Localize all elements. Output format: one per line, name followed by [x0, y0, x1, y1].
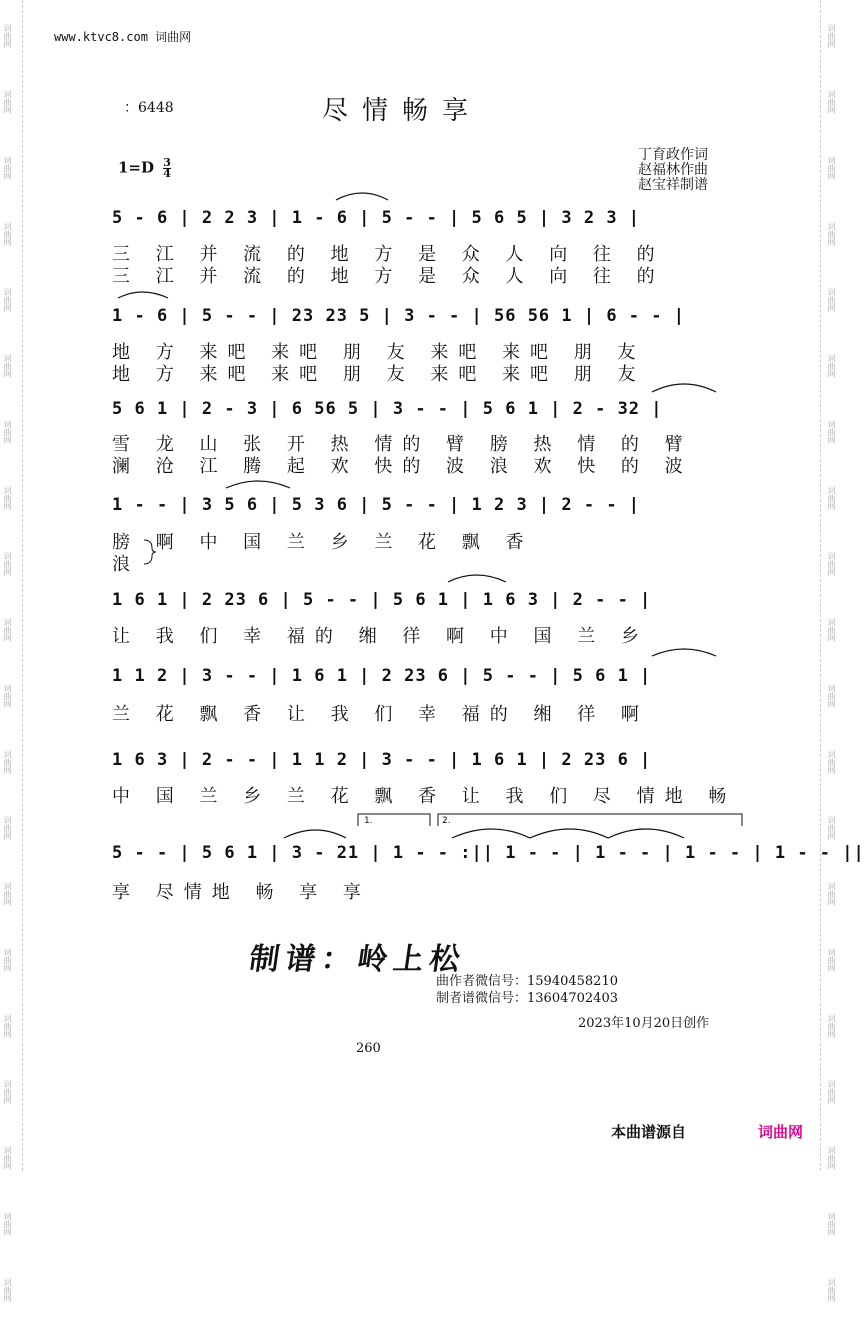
side-watermark: 词曲网: [3, 486, 12, 510]
lyric-line: 享 尽情地 畅 享 享: [112, 882, 371, 903]
slur: [226, 481, 290, 488]
notation-row: 5 6 1 | 2 - 3 | 6 56 5 | 3 - - | 5 6 1 | 2 - 32 |: [112, 399, 663, 419]
side-watermark: 词曲网: [827, 1014, 836, 1038]
side-watermark: 词曲网: [827, 1080, 836, 1104]
side-watermark: 词曲网: [827, 684, 836, 708]
slur: [336, 193, 388, 200]
contact-block: [436, 973, 618, 1007]
side-watermark: 词曲网: [3, 156, 12, 180]
side-watermark: 词曲网: [827, 90, 836, 114]
slur: [284, 830, 346, 838]
lyric-line: 浪: [112, 554, 140, 575]
notation-row: 1 - - | 3 5 6 | 5 3 6 | 5 - - | 1 2 3 | 2 - - |: [112, 495, 641, 515]
composer: 赵福林作曲: [638, 162, 708, 178]
notation-row: 1 6 1 | 2 23 6 | 5 - - | 5 6 1 | 1 6 3 | 2 - - |: [112, 590, 652, 610]
lyric-line: 兰 花 飘 香 让 我 们 幸 福的 缃 徉 啊: [112, 704, 649, 725]
side-watermark: 词曲网: [827, 24, 836, 48]
site-name[interactable]: 词曲网: [155, 30, 192, 44]
footer-source: 本曲谱源自: [611, 1123, 687, 1141]
lyric-line: 膀 啊 中 国 兰 乡 兰 花 飘 香: [112, 532, 534, 553]
key-label: 1=D: [118, 158, 155, 177]
lyric-line: 中 国 兰 乡 兰 花 飘 香 让 我 们 尽 情地 畅: [112, 786, 737, 807]
side-watermark: 词曲网: [827, 420, 836, 444]
side-watermark: 词曲网: [3, 288, 12, 312]
volta-second: 2.: [442, 816, 451, 826]
volta-bracket-first: [358, 814, 430, 826]
lyricist: 丁育政作词: [638, 147, 708, 163]
notation-row: 1 - 6 | 5 - - | 23 23 5 | 3 - - | 56 56 1 | 6 - - |: [112, 306, 685, 326]
creation-date: 2023年10月20日创作: [578, 1016, 710, 1031]
side-watermark: 词曲网: [827, 948, 836, 972]
lyric-line: 地 方 来吧 来吧 朋 友 来吧 来吧 朋 友: [112, 342, 646, 363]
notation-row: 5 - - | 5 6 1 | 3 - 21 | 1 - - :|| 1 - - | 1 - - | 1 - - | 1 - - ||: [112, 843, 865, 863]
slur: [448, 575, 506, 582]
lyric-line: 三 江 并 流 的 地 方 是 众 人 向 往 的: [112, 266, 665, 287]
side-watermark: 词曲网: [3, 1080, 12, 1104]
side-watermark: 词曲网: [827, 288, 836, 312]
lyric-line: 三 江 并 流 的 地 方 是 众 人 向 往 的: [112, 244, 665, 265]
lyric-line: 雪 龙 山 张 开 热 情的 臂 膀 热 情 的 臂: [112, 434, 693, 455]
side-watermark: 词曲网: [827, 354, 836, 378]
time-bottom: 4: [163, 167, 171, 180]
side-watermark: 词曲网: [827, 1278, 836, 1302]
side-watermark: 词曲网: [827, 1146, 836, 1170]
side-watermark: 词曲网: [3, 684, 12, 708]
side-watermark: 词曲网: [3, 1014, 12, 1038]
page-title: 尽情畅享: [322, 96, 483, 126]
arranger: 赵宝祥制谱: [638, 177, 708, 193]
side-watermark: 词曲网: [3, 90, 12, 114]
volta-first: 1.: [364, 816, 373, 826]
notation-row: 1 1 2 | 3 - - | 1 6 1 | 2 23 6 | 5 - - | 5 6 1 |: [112, 666, 652, 686]
side-watermark: 词曲网: [3, 882, 12, 906]
side-watermark: 词曲网: [827, 618, 836, 642]
arranger-signature: 制谱：岭上松: [247, 942, 468, 977]
side-watermark: 词曲网: [3, 1212, 12, 1236]
slur: [652, 384, 716, 392]
side-watermark: 词曲网: [3, 222, 12, 246]
verse-brace: [144, 540, 156, 564]
side-watermark: 词曲网: [827, 222, 836, 246]
time-top: 3: [163, 156, 171, 169]
side-watermark: 词曲网: [827, 882, 836, 906]
page-number: 260: [356, 1041, 381, 1056]
side-watermark: 词曲网: [827, 486, 836, 510]
side-watermark: 词曲网: [3, 1278, 12, 1302]
lyric-line: 让 我 们 幸 福的 缃 徉 啊 中 国 兰 乡: [112, 626, 649, 647]
side-watermark: 词曲网: [3, 816, 12, 840]
volta-bracket-second: [438, 814, 742, 826]
footer-brand-link[interactable]: 词曲网: [758, 1123, 804, 1141]
slur: [118, 292, 168, 298]
side-watermark: 词曲网: [827, 552, 836, 576]
side-watermark: 词曲网: [3, 552, 12, 576]
side-watermark: 词曲网: [3, 618, 12, 642]
side-watermark: 词曲网: [827, 750, 836, 774]
side-watermark: 词曲网: [827, 816, 836, 840]
slur: [652, 649, 716, 656]
side-watermark: 词曲网: [3, 1146, 12, 1170]
notation-row: 1 6 3 | 2 - - | 1 1 2 | 3 - - | 1 6 1 | 2 23 6 |: [112, 750, 652, 770]
arranger-wechat: 制者谱微信号：13604702403: [436, 991, 618, 1006]
song-code: ：6448: [124, 100, 174, 116]
side-watermark: 词曲网: [827, 156, 836, 180]
lyric-line: 地 方 来吧 来吧 朋 友 来吧 来吧 朋 友: [112, 364, 646, 385]
lyric-line: 澜 沧 江 腾 起 欢 快的 波 浪 欢 快 的 波: [112, 456, 693, 477]
composer-wechat: 曲作者微信号：15940458210: [436, 974, 618, 989]
side-watermark: 词曲网: [827, 1212, 836, 1236]
site-url[interactable]: www.ktvc8.com: [54, 30, 148, 44]
side-watermark: 词曲网: [3, 750, 12, 774]
side-watermark: 词曲网: [3, 420, 12, 444]
side-watermark: 词曲网: [3, 24, 12, 48]
side-watermark: 词曲网: [3, 948, 12, 972]
side-watermark: 词曲网: [3, 354, 12, 378]
tie-chain: [452, 829, 684, 838]
notation-row: 5 - 6 | 2 2 3 | 1 - 6 | 5 - - | 5 6 5 | 3 2 3 |: [112, 208, 641, 228]
